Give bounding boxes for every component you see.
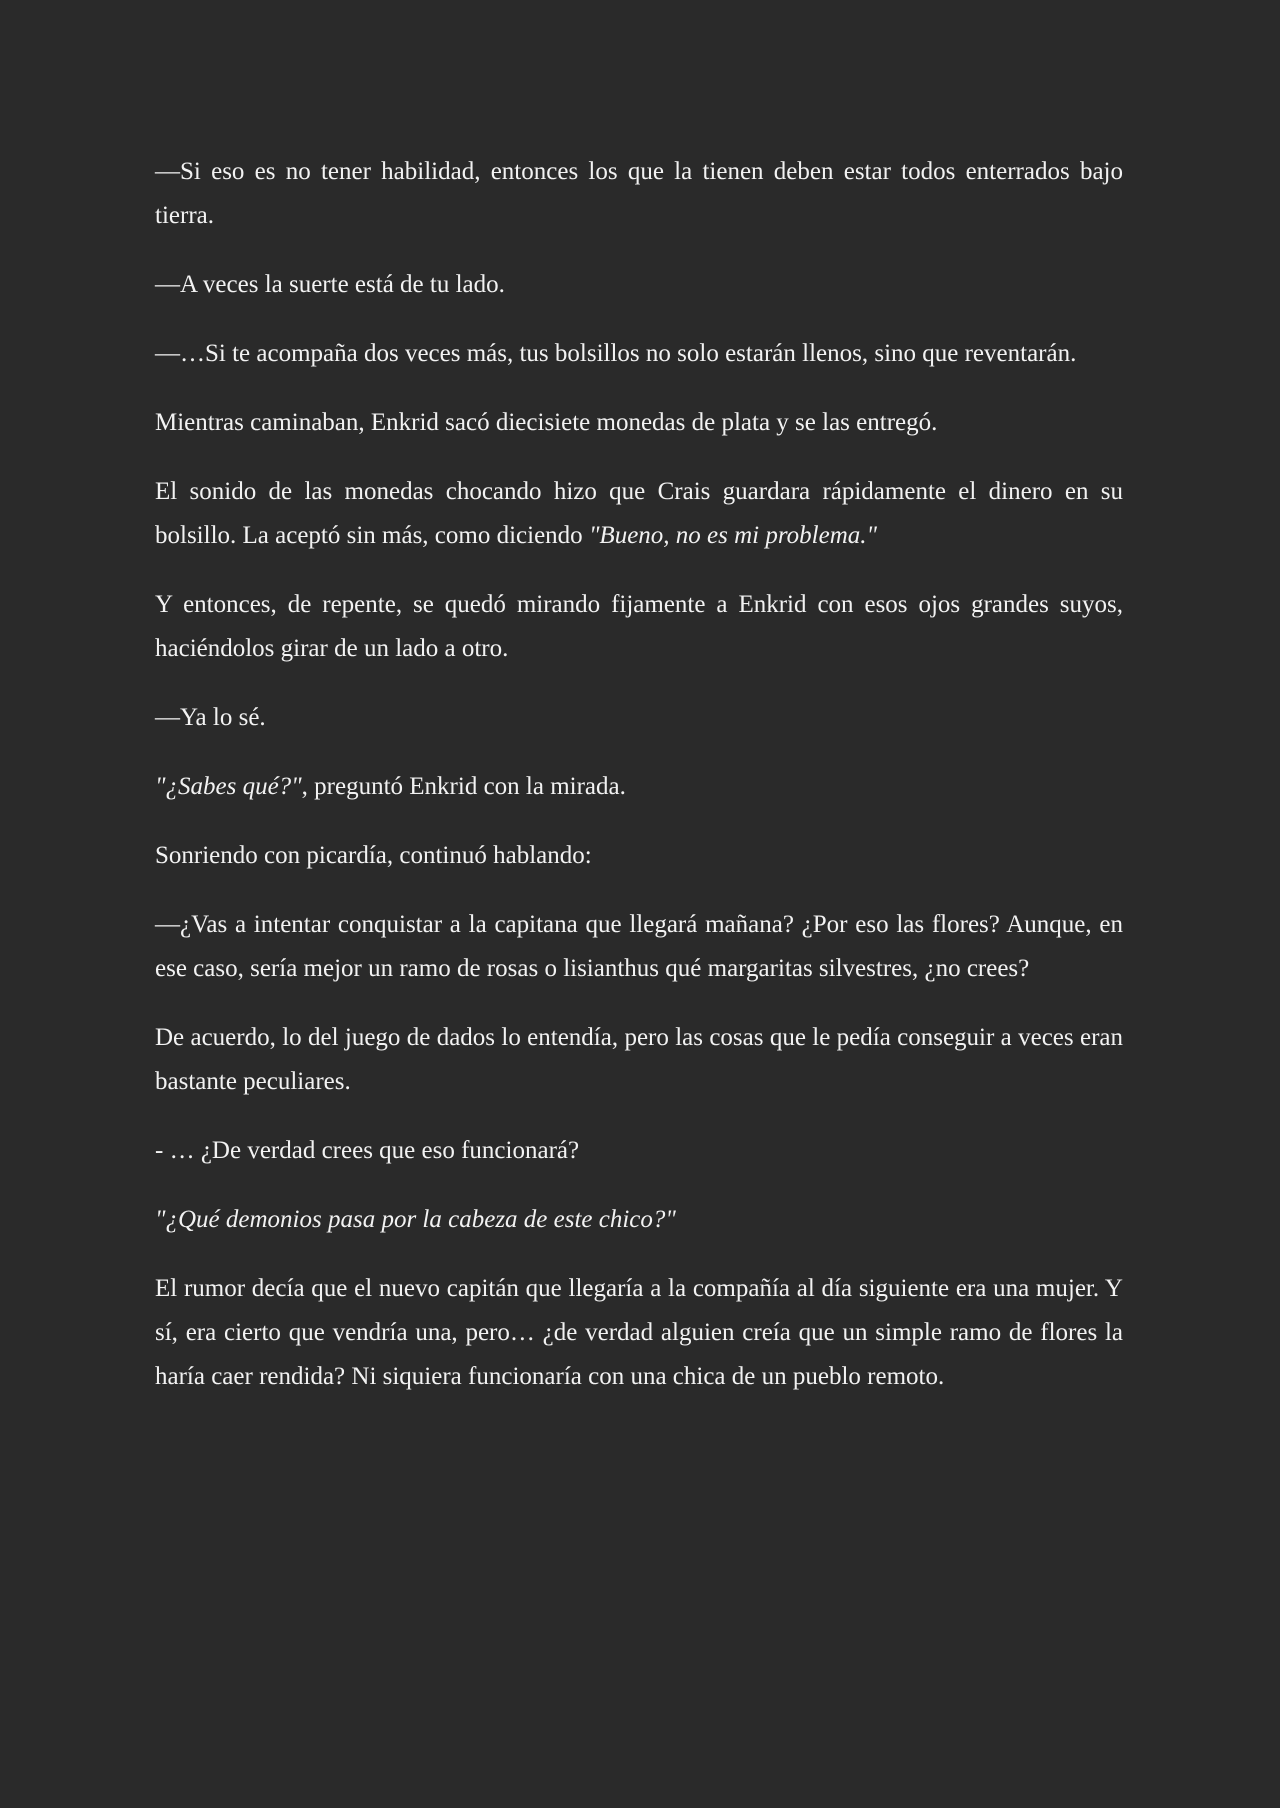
paragraph-9 — [155, 834, 1123, 878]
paragraph-13 — [155, 1198, 1123, 1242]
paragraph-text: , preguntó Enkrid con la mirada. — [301, 773, 626, 800]
paragraph-5 — [155, 470, 1123, 558]
paragraph-6 — [155, 583, 1123, 671]
paragraph-2 — [155, 263, 1123, 307]
paragraph-text: —¿Vas a intentar conquistar a la capitana que llegará mañana? ¿Por eso las flores? Aunque, en ese caso, sería mejor un ramo de rosas o lisianthus qué margaritas silvestres, ¿no crees? — [155, 911, 1123, 982]
paragraph-text: El sonido de las monedas chocando hizo que Crais guardara rápidamente el dinero en su bolsillo. La aceptó sin más, como diciendo — [155, 478, 1123, 549]
paragraph-14 — [155, 1267, 1123, 1399]
paragraph-italic-quote: "¿Sabes qué?" — [155, 773, 302, 800]
paragraph-text: Y entonces, de repente, se quedó mirando fijamente a Enkrid con esos ojos grandes suyos, haciéndolos girar de un lado a otro. — [155, 591, 1123, 662]
paragraph-text: De acuerdo, lo del juego de dados lo entendía, pero las cosas que le pedía conseguir a veces eran bastante peculiares. — [155, 1024, 1123, 1095]
paragraph-text: Mientras caminaban, Enkrid sacó diecisiete monedas de plata y se las entregó. — [155, 409, 938, 436]
paragraph-text: —Si eso es no tener habilidad, entonces los que la tienen deben estar todos enterrados bajo tierra. — [155, 158, 1123, 229]
paragraph-text: - … ¿De verdad crees que eso funcionará? — [155, 1137, 580, 1164]
paragraph-italic-quote: "¿Qué demonios pasa por la cabeza de este chico?" — [155, 1206, 676, 1233]
paragraph-text: —Ya lo sé. — [155, 704, 266, 731]
reader-page — [155, 150, 1123, 1424]
paragraph-text: —…Si te acompaña dos veces más, tus bolsillos no solo estarán llenos, sino que reventarán. — [155, 340, 1077, 367]
paragraph-11 — [155, 1016, 1123, 1104]
paragraph-12 — [155, 1129, 1123, 1173]
paragraph-3 — [155, 332, 1123, 376]
paragraph-1 — [155, 150, 1123, 238]
paragraph-8 — [155, 765, 1123, 809]
paragraph-text: Sonriendo con picardía, continuó hablando: — [155, 842, 592, 869]
paragraph-text: —A veces la suerte está de tu lado. — [155, 271, 505, 298]
paragraph-text: El rumor decía que el nuevo capitán que llegaría a la compañía al día siguiente era una mujer. Y sí, era cierto que vendría una, pero… ¿de verdad alguien creía que un simple ramo de flores la haría caer rendida? Ni siquiera funcionaría con una chica de un pueblo remoto. — [155, 1275, 1123, 1390]
paragraph-4 — [155, 401, 1123, 445]
paragraph-italic-quote: "Bueno, no es mi problema." — [588, 522, 878, 549]
paragraph-7 — [155, 696, 1123, 740]
paragraph-10 — [155, 903, 1123, 991]
